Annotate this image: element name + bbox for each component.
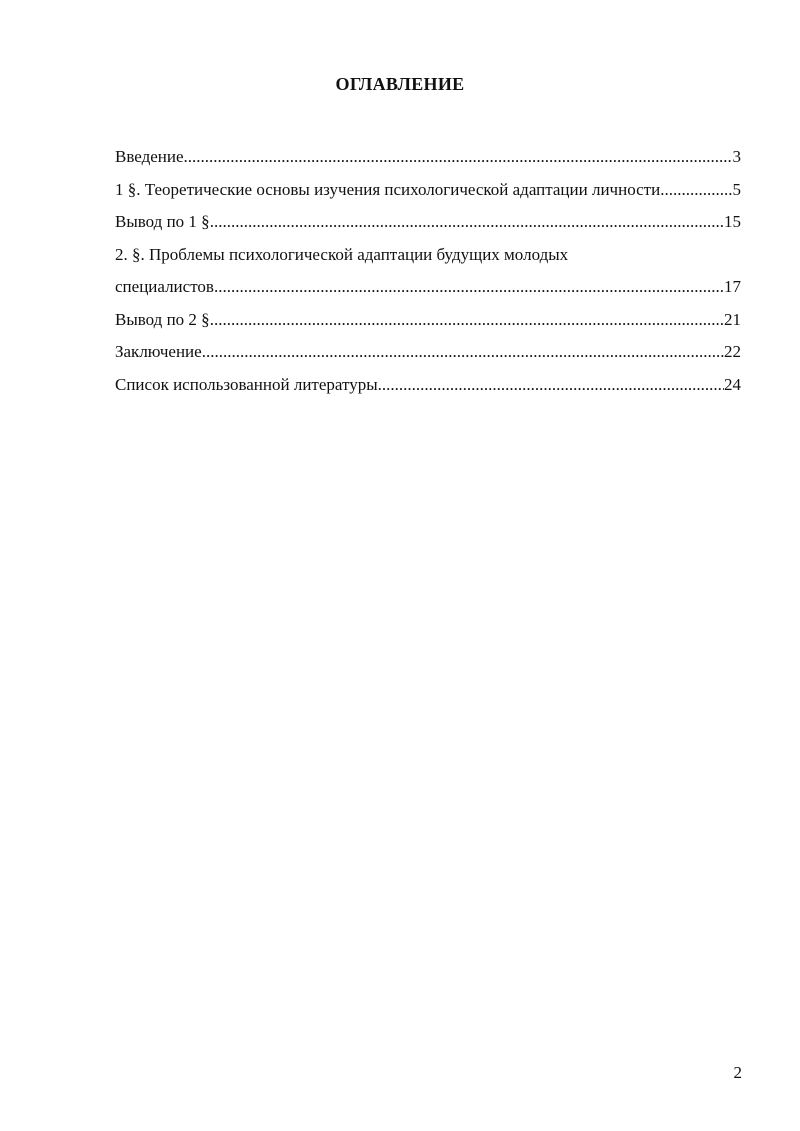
toc-entry-title: Вывод по 2 § bbox=[115, 309, 210, 329]
page-number: 2 bbox=[733, 1063, 742, 1082]
table-of-contents bbox=[115, 141, 741, 401]
toc-entry-introduction[interactable] bbox=[115, 141, 741, 174]
toc-entry-title: Список использованной литературы bbox=[115, 374, 378, 394]
dot-leader bbox=[184, 141, 733, 174]
toc-entry-page: 22 bbox=[724, 342, 741, 361]
toc-entry-page: 3 bbox=[732, 147, 741, 166]
toc-entry-conclusion-2[interactable] bbox=[115, 304, 741, 337]
toc-entry-title: Введение bbox=[115, 147, 184, 166]
dot-leader bbox=[214, 271, 724, 304]
toc-entry-final-conclusion[interactable] bbox=[115, 336, 741, 369]
toc-entry-title-line-1: 2. §. Проблемы психологической адаптации будущих молодых bbox=[115, 244, 569, 264]
page-title: ОГЛАВЛЕНИЕ bbox=[335, 74, 465, 94]
dot-leader bbox=[202, 336, 724, 369]
toc-entry-page: 24 bbox=[724, 374, 741, 394]
toc-entry-title: Заключение bbox=[115, 342, 202, 361]
toc-entry-page: 5 bbox=[732, 179, 741, 199]
dot-leader bbox=[660, 174, 732, 207]
toc-entry-bibliography[interactable] bbox=[115, 369, 741, 402]
toc-entry-title: Вывод по 1 § bbox=[115, 212, 210, 231]
toc-entry-page: 15 bbox=[724, 212, 741, 231]
toc-entry-conclusion-1[interactable] bbox=[115, 206, 741, 239]
toc-entry-title: 1 §. Теоретические основы изучения психологической адаптации личности bbox=[115, 179, 661, 199]
dot-leader bbox=[210, 206, 724, 239]
dot-leader bbox=[210, 304, 724, 337]
toc-entry-section-1[interactable] bbox=[115, 174, 741, 207]
dot-leader bbox=[378, 369, 724, 402]
toc-entry-title-line-2: специалистов bbox=[115, 277, 214, 296]
toc-entry-section-2[interactable] bbox=[115, 239, 741, 304]
toc-entry-page: 21 bbox=[724, 309, 741, 329]
toc-entry-page: 17 bbox=[724, 277, 741, 296]
